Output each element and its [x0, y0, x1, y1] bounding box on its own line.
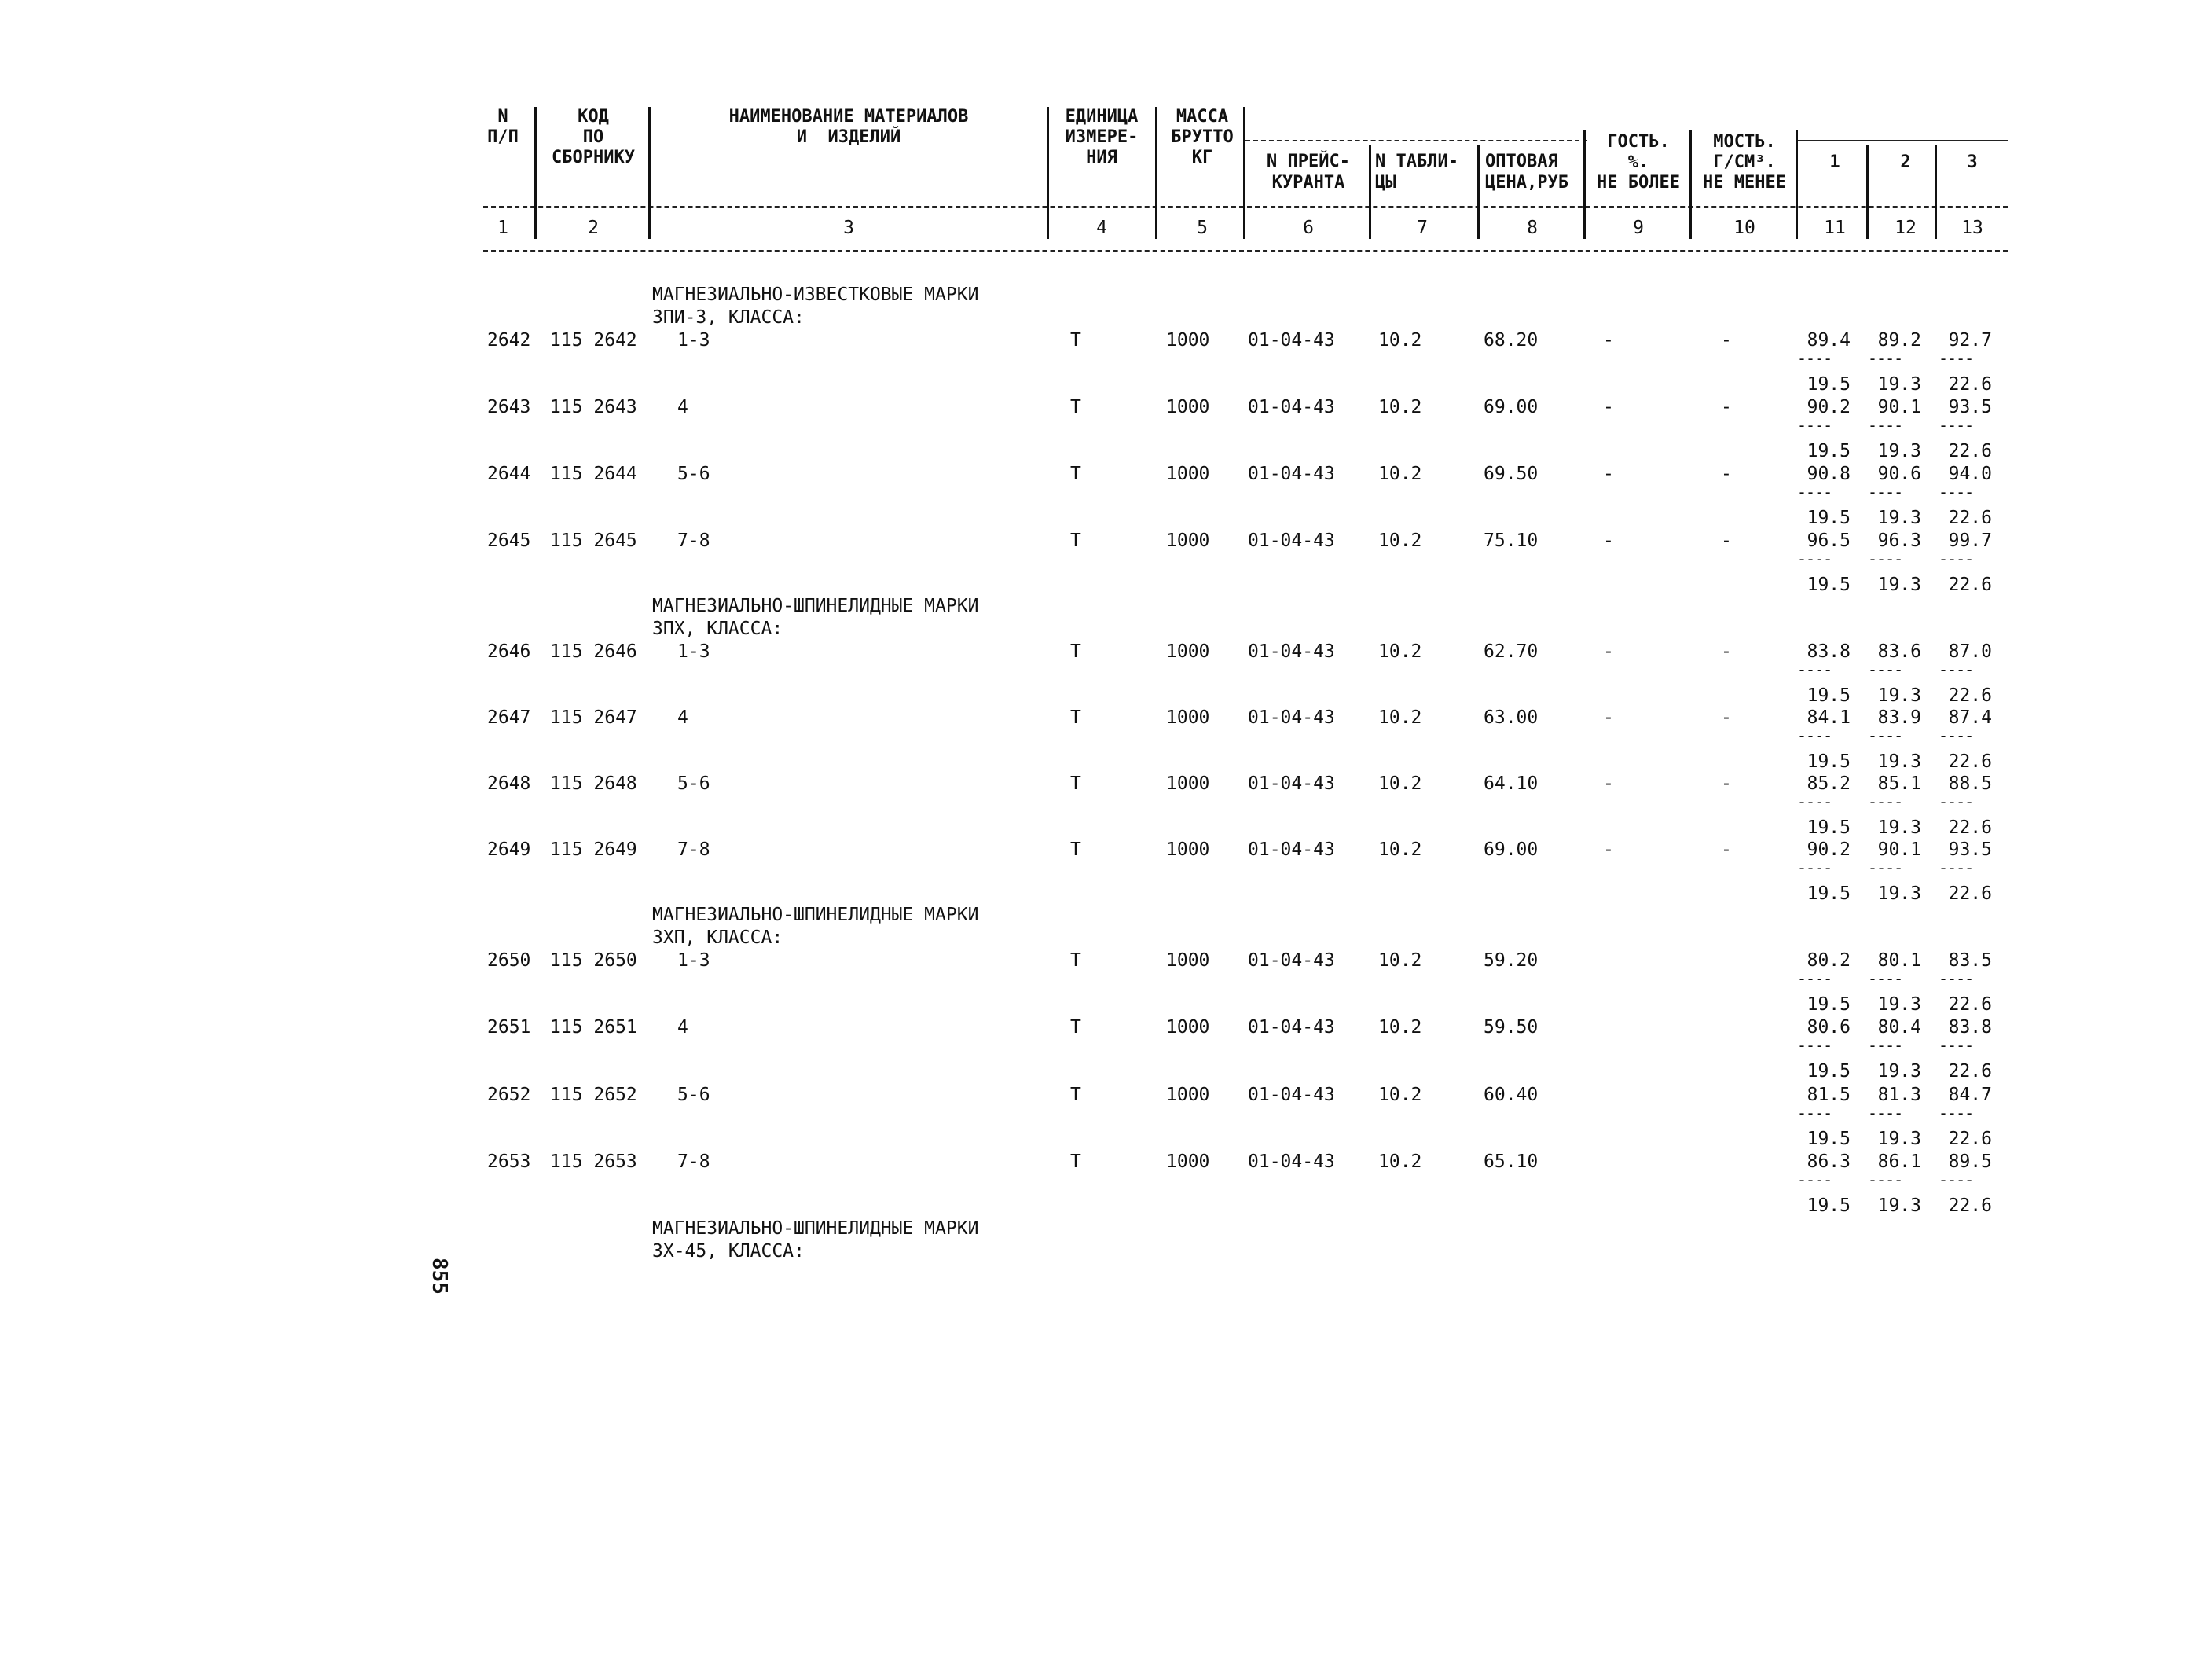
row-v3: 88.5: [1948, 773, 1992, 794]
row-d1: 19.5: [1807, 575, 1851, 595]
fraction-bar: ----: [1797, 858, 1832, 877]
fraction-bar: ----: [1797, 1170, 1832, 1189]
row-table: 10.2: [1378, 641, 1422, 662]
row-c10: -: [1721, 641, 1732, 662]
row-name: 5-6: [677, 464, 710, 484]
fraction-bar: ----: [1797, 726, 1832, 745]
fraction-bar: ----: [1797, 660, 1832, 679]
row-v2: 90.6: [1877, 464, 1921, 484]
fraction-bar: ----: [1939, 1170, 1974, 1189]
row-number: 2652: [487, 1085, 531, 1105]
group-subtitle: ЗПИ-3, КЛАССА:: [652, 307, 805, 328]
row-d3: 22.6: [1948, 374, 1992, 395]
row-code: 115 2652: [550, 1085, 637, 1105]
row-price-list: 01-04-43: [1248, 773, 1335, 794]
row-v1: 90.2: [1807, 839, 1851, 860]
row-price-list: 01-04-43: [1248, 1152, 1335, 1172]
row-mass: 1000: [1166, 531, 1210, 551]
row-table: 10.2: [1378, 1085, 1422, 1105]
row-v1: 89.4: [1807, 330, 1851, 351]
row-d1: 19.5: [1807, 441, 1851, 461]
col-number-11: 11: [1824, 218, 1846, 238]
row-price: 59.50: [1484, 1017, 1539, 1038]
row-table: 10.2: [1378, 1152, 1422, 1172]
row-mass: 1000: [1166, 1152, 1210, 1172]
header-col4-line2: ИЗМЕРЕ-: [1065, 127, 1139, 147]
fraction-bar: ----: [1868, 726, 1903, 745]
row-table: 10.2: [1378, 464, 1422, 484]
col-divider: [1047, 107, 1049, 239]
row-v1: 80.6: [1807, 1017, 1851, 1038]
col-number-5: 5: [1197, 218, 1208, 238]
col-divider: [1369, 145, 1371, 239]
col-number-1: 1: [497, 218, 508, 238]
row-c9: -: [1603, 641, 1614, 662]
row-price: 69.50: [1484, 464, 1539, 484]
row-unit: Т: [1070, 397, 1081, 417]
row-d1: 19.5: [1807, 817, 1851, 838]
row-name: 4: [677, 397, 688, 417]
row-c10: -: [1721, 839, 1732, 860]
fraction-bar: ----: [1939, 726, 1974, 745]
row-name: 1-3: [677, 330, 710, 351]
row-v3: 93.5: [1948, 397, 1992, 417]
row-c10: -: [1721, 707, 1732, 728]
row-v1: 80.2: [1807, 950, 1851, 971]
row-d1: 19.5: [1807, 883, 1851, 904]
row-d1: 19.5: [1807, 685, 1851, 706]
group-title: МАГНЕЗИАЛЬНО-ШПИНЕЛИДНЫЕ МАРКИ: [652, 905, 979, 925]
row-price: 63.00: [1484, 707, 1539, 728]
col-divider: [1583, 130, 1586, 239]
row-c9: -: [1603, 330, 1614, 351]
header-subrule-right: [1796, 140, 2008, 141]
row-d3: 22.6: [1948, 994, 1992, 1015]
fraction-bar: ----: [1797, 969, 1832, 988]
col-number-13: 13: [1961, 218, 1983, 238]
row-price: 62.70: [1484, 641, 1539, 662]
group-title: МАГНЕЗИАЛЬНО-ШПИНЕЛИДНЫЕ МАРКИ: [652, 596, 979, 616]
header-col7-line2: ЦЫ: [1375, 173, 1396, 193]
group-title: МАГНЕЗИАЛЬНО-ШПИНЕЛИДНЫЕ МАРКИ: [652, 1218, 979, 1239]
header-col6-line2: КУРАНТА: [1271, 173, 1345, 193]
row-c9: -: [1603, 531, 1614, 551]
header-col13: 3: [1967, 152, 1978, 172]
row-v3: 93.5: [1948, 839, 1992, 860]
col-number-8: 8: [1527, 218, 1538, 238]
row-price: 69.00: [1484, 397, 1539, 417]
fraction-bar: ----: [1868, 792, 1903, 811]
row-v3: 87.0: [1948, 641, 1992, 662]
row-d2: 19.3: [1877, 751, 1921, 772]
header-col10-line3: НЕ МЕНЕЕ: [1703, 173, 1786, 193]
col-number-2: 2: [588, 218, 599, 238]
row-unit: Т: [1070, 950, 1081, 971]
row-price-list: 01-04-43: [1248, 397, 1335, 417]
fraction-bar: ----: [1868, 349, 1903, 368]
row-d3: 22.6: [1948, 508, 1992, 528]
col-number-4: 4: [1096, 218, 1107, 238]
row-table: 10.2: [1378, 531, 1422, 551]
row-name: 1-3: [677, 641, 710, 662]
row-v1: 90.8: [1807, 464, 1851, 484]
row-code: 115 2651: [550, 1017, 637, 1038]
row-mass: 1000: [1166, 464, 1210, 484]
row-code: 115 2645: [550, 531, 637, 551]
header-col9-line1: ГОСТЬ.: [1607, 132, 1670, 152]
row-v2: 85.1: [1877, 773, 1921, 794]
col-number-10: 10: [1733, 218, 1755, 238]
row-number: 2645: [487, 531, 531, 551]
row-price-list: 01-04-43: [1248, 330, 1335, 351]
row-d3: 22.6: [1948, 685, 1992, 706]
row-table: 10.2: [1378, 1017, 1422, 1038]
row-table: 10.2: [1378, 330, 1422, 351]
row-price-list: 01-04-43: [1248, 707, 1335, 728]
fraction-bar: ----: [1868, 660, 1903, 679]
row-unit: Т: [1070, 330, 1081, 351]
row-price-list: 01-04-43: [1248, 531, 1335, 551]
fraction-bar: ----: [1939, 416, 1974, 435]
row-name: 7-8: [677, 839, 710, 860]
row-d2: 19.3: [1877, 685, 1921, 706]
row-price: 68.20: [1484, 330, 1539, 351]
row-d2: 19.3: [1877, 1196, 1921, 1216]
row-c9: -: [1603, 839, 1614, 860]
header-col1-line2: П/П: [487, 127, 519, 147]
row-price: 59.20: [1484, 950, 1539, 971]
header-col11: 1: [1829, 152, 1840, 172]
fraction-bar: ----: [1939, 660, 1974, 679]
row-d3: 22.6: [1948, 1061, 1992, 1082]
row-d2: 19.3: [1877, 441, 1921, 461]
row-v2: 89.2: [1877, 330, 1921, 351]
row-v3: 84.7: [1948, 1085, 1992, 1105]
row-name: 7-8: [677, 531, 710, 551]
row-v2: 83.9: [1877, 707, 1921, 728]
row-mass: 1000: [1166, 839, 1210, 860]
row-v1: 96.5: [1807, 531, 1851, 551]
row-c10: -: [1721, 464, 1732, 484]
row-mass: 1000: [1166, 1085, 1210, 1105]
row-price-list: 01-04-43: [1248, 950, 1335, 971]
col-number-6: 6: [1303, 218, 1314, 238]
row-c9: -: [1603, 464, 1614, 484]
row-number: 2653: [487, 1152, 531, 1172]
row-v3: 83.8: [1948, 1017, 1992, 1038]
row-name: 5-6: [677, 773, 710, 794]
row-d3: 22.6: [1948, 751, 1992, 772]
header-col5-line2: БРУТТО: [1171, 127, 1234, 147]
row-name: 1-3: [677, 950, 710, 971]
group-subtitle: ЗХ-45, КЛАССА:: [652, 1241, 805, 1262]
header-col12: 2: [1900, 152, 1911, 172]
fraction-bar: ----: [1797, 549, 1832, 568]
row-number: 2642: [487, 330, 531, 351]
row-number: 2648: [487, 773, 531, 794]
header-rule: [483, 206, 2008, 208]
row-d3: 22.6: [1948, 575, 1992, 595]
row-v1: 81.5: [1807, 1085, 1851, 1105]
row-price-list: 01-04-43: [1248, 839, 1335, 860]
row-code: 115 2644: [550, 464, 637, 484]
header-col8-line2: ЦЕНА,РУБ: [1485, 173, 1568, 193]
col-divider: [1866, 145, 1869, 239]
header-col8-line1: ОПТОВАЯ: [1485, 152, 1558, 171]
row-name: 4: [677, 1017, 688, 1038]
col-number-3: 3: [843, 218, 854, 238]
fraction-bar: ----: [1939, 1104, 1974, 1122]
header-col2-line3: СБОРНИКУ: [552, 148, 635, 167]
row-unit: Т: [1070, 1152, 1081, 1172]
header-subrule: [1245, 140, 1587, 141]
number-row-rule: [483, 250, 2008, 252]
row-number: 2651: [487, 1017, 531, 1038]
row-d3: 22.6: [1948, 883, 1992, 904]
row-unit: Т: [1070, 1085, 1081, 1105]
row-d2: 19.3: [1877, 575, 1921, 595]
row-table: 10.2: [1378, 397, 1422, 417]
row-d1: 19.5: [1807, 508, 1851, 528]
row-mass: 1000: [1166, 641, 1210, 662]
row-v2: 80.1: [1877, 950, 1921, 971]
row-unit: Т: [1070, 1017, 1081, 1038]
col-divider: [1155, 107, 1157, 239]
row-c10: -: [1721, 397, 1732, 417]
row-price: 69.00: [1484, 839, 1539, 860]
row-c10: -: [1721, 330, 1732, 351]
row-d3: 22.6: [1948, 1129, 1992, 1149]
row-code: 115 2653: [550, 1152, 637, 1172]
fraction-bar: ----: [1797, 1104, 1832, 1122]
fraction-bar: ----: [1868, 1036, 1903, 1055]
fraction-bar: ----: [1939, 969, 1974, 988]
fraction-bar: ----: [1939, 349, 1974, 368]
header-col1-line1: N: [497, 107, 508, 127]
col-divider: [534, 107, 537, 239]
row-c9: -: [1603, 397, 1614, 417]
group-subtitle: ЗХП, КЛАССА:: [652, 927, 783, 948]
header-col4-line1: ЕДИНИЦА: [1065, 107, 1139, 127]
row-price: 64.10: [1484, 773, 1539, 794]
row-unit: Т: [1070, 464, 1081, 484]
row-d2: 19.3: [1877, 817, 1921, 838]
row-price-list: 01-04-43: [1248, 1017, 1335, 1038]
row-mass: 1000: [1166, 330, 1210, 351]
row-unit: Т: [1070, 773, 1081, 794]
group-subtitle: ЗПХ, КЛАССА:: [652, 619, 783, 639]
page-number: 855: [427, 1258, 451, 1295]
row-name: 4: [677, 707, 688, 728]
header-col6-line1: N ПРЕЙС-: [1267, 152, 1350, 171]
row-d2: 19.3: [1877, 374, 1921, 395]
header-col3-line1: НАИМЕНОВАНИЕ МАТЕРИАЛОВ: [728, 107, 969, 127]
row-d2: 19.3: [1877, 508, 1921, 528]
header-col3-line2: И ИЗДЕЛИЙ: [796, 127, 901, 147]
row-v1: 85.2: [1807, 773, 1851, 794]
fraction-bar: ----: [1939, 1036, 1974, 1055]
row-v2: 90.1: [1877, 397, 1921, 417]
col-number-7: 7: [1417, 218, 1428, 238]
row-number: 2643: [487, 397, 531, 417]
row-d2: 19.3: [1877, 994, 1921, 1015]
row-v2: 80.4: [1877, 1017, 1921, 1038]
row-code: 115 2646: [550, 641, 637, 662]
fraction-bar: ----: [1797, 483, 1832, 501]
row-v1: 86.3: [1807, 1152, 1851, 1172]
header-col7-line1: N ТАБЛИ-: [1375, 152, 1458, 171]
fraction-bar: ----: [1939, 792, 1974, 811]
header-col2-line2: ПО: [582, 127, 604, 147]
row-price-list: 01-04-43: [1248, 1085, 1335, 1105]
row-d1: 19.5: [1807, 1061, 1851, 1082]
fraction-bar: ----: [1868, 1170, 1903, 1189]
row-v3: 99.7: [1948, 531, 1992, 551]
header-col9-line3: НЕ БОЛЕЕ: [1597, 173, 1680, 193]
row-v3: 83.5: [1948, 950, 1992, 971]
row-c10: -: [1721, 773, 1732, 794]
row-v1: 83.8: [1807, 641, 1851, 662]
row-unit: Т: [1070, 707, 1081, 728]
row-d3: 22.6: [1948, 441, 1992, 461]
row-v2: 81.3: [1877, 1085, 1921, 1105]
row-c10: -: [1721, 531, 1732, 551]
fraction-bar: ----: [1868, 483, 1903, 501]
row-code: 115 2643: [550, 397, 637, 417]
row-code: 115 2648: [550, 773, 637, 794]
row-table: 10.2: [1378, 839, 1422, 860]
row-d1: 19.5: [1807, 994, 1851, 1015]
header-col2-line1: КОД: [578, 107, 609, 127]
row-v3: 87.4: [1948, 707, 1992, 728]
row-unit: Т: [1070, 641, 1081, 662]
row-d2: 19.3: [1877, 1061, 1921, 1082]
fraction-bar: ----: [1868, 858, 1903, 877]
row-number: 2650: [487, 950, 531, 971]
fraction-bar: ----: [1797, 416, 1832, 435]
col-divider: [1477, 145, 1480, 239]
row-mass: 1000: [1166, 707, 1210, 728]
row-price-list: 01-04-43: [1248, 464, 1335, 484]
header-col4-line3: НИЯ: [1086, 148, 1117, 167]
row-v1: 90.2: [1807, 397, 1851, 417]
col-number-9: 9: [1633, 218, 1644, 238]
col-divider: [1243, 107, 1245, 239]
fraction-bar: ----: [1797, 1036, 1832, 1055]
row-number: 2644: [487, 464, 531, 484]
row-price: 65.10: [1484, 1152, 1539, 1172]
fraction-bar: ----: [1939, 549, 1974, 568]
row-v3: 92.7: [1948, 330, 1992, 351]
row-v2: 90.1: [1877, 839, 1921, 860]
header-col10-line2: Г/СМ³.: [1713, 152, 1776, 172]
fraction-bar: ----: [1868, 549, 1903, 568]
row-v3: 89.5: [1948, 1152, 1992, 1172]
row-number: 2649: [487, 839, 531, 860]
row-v2: 96.3: [1877, 531, 1921, 551]
col-divider: [1935, 145, 1937, 239]
row-v1: 84.1: [1807, 707, 1851, 728]
row-v2: 83.6: [1877, 641, 1921, 662]
row-table: 10.2: [1378, 773, 1422, 794]
row-d1: 19.5: [1807, 1196, 1851, 1216]
fraction-bar: ----: [1939, 483, 1974, 501]
row-d2: 19.3: [1877, 883, 1921, 904]
header-col10-line1: МОСТЬ.: [1713, 132, 1776, 152]
header-col5-line3: КГ: [1191, 148, 1213, 167]
fraction-bar: ----: [1868, 969, 1903, 988]
fraction-bar: ----: [1797, 349, 1832, 368]
col-divider: [648, 107, 651, 239]
row-c9: -: [1603, 707, 1614, 728]
row-d1: 19.5: [1807, 751, 1851, 772]
row-unit: Т: [1070, 531, 1081, 551]
col-divider: [1796, 130, 1798, 239]
row-code: 115 2642: [550, 330, 637, 351]
row-mass: 1000: [1166, 1017, 1210, 1038]
row-number: 2646: [487, 641, 531, 662]
row-d1: 19.5: [1807, 1129, 1851, 1149]
row-d2: 19.3: [1877, 1129, 1921, 1149]
row-mass: 1000: [1166, 950, 1210, 971]
col-number-12: 12: [1895, 218, 1917, 238]
header-col5-line1: МАССА: [1176, 107, 1229, 127]
row-table: 10.2: [1378, 707, 1422, 728]
row-code: 115 2649: [550, 839, 637, 860]
row-d1: 19.5: [1807, 374, 1851, 395]
row-price: 75.10: [1484, 531, 1539, 551]
row-v3: 94.0: [1948, 464, 1992, 484]
fraction-bar: ----: [1797, 792, 1832, 811]
row-name: 5-6: [677, 1085, 710, 1105]
row-unit: Т: [1070, 839, 1081, 860]
row-price-list: 01-04-43: [1248, 641, 1335, 662]
row-table: 10.2: [1378, 950, 1422, 971]
fraction-bar: ----: [1939, 858, 1974, 877]
row-name: 7-8: [677, 1152, 710, 1172]
header-col9-line2: %.: [1627, 152, 1649, 172]
row-d3: 22.6: [1948, 817, 1992, 838]
row-code: 115 2650: [550, 950, 637, 971]
row-code: 115 2647: [550, 707, 637, 728]
row-mass: 1000: [1166, 397, 1210, 417]
row-c9: -: [1603, 773, 1614, 794]
group-title: МАГНЕЗИАЛЬНО-ИЗВЕСТКОВЫЕ МАРКИ: [652, 285, 979, 305]
row-d3: 22.6: [1948, 1196, 1992, 1216]
row-price: 60.40: [1484, 1085, 1539, 1105]
col-divider: [1689, 130, 1692, 239]
row-number: 2647: [487, 707, 531, 728]
row-v2: 86.1: [1877, 1152, 1921, 1172]
row-mass: 1000: [1166, 773, 1210, 794]
fraction-bar: ----: [1868, 416, 1903, 435]
fraction-bar: ----: [1868, 1104, 1903, 1122]
